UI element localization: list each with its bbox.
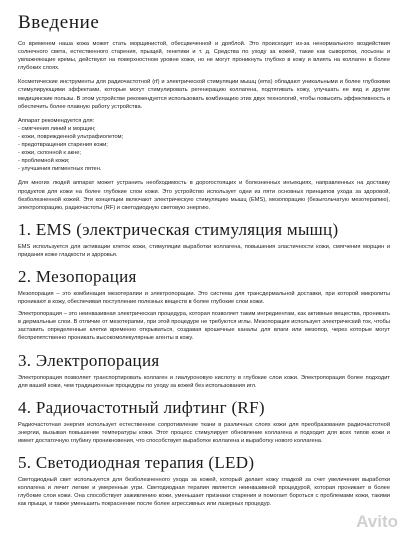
section-heading: 2. Мезопорация (18, 266, 137, 286)
section-ems (18, 220, 390, 259)
section-heading: 1. EMS (электрическая стимуляция мышц) (18, 219, 339, 239)
list-item: - улучшения пигментных пятен. (18, 166, 102, 173)
recommendation-block (18, 117, 390, 174)
section-rf-lifting (18, 398, 390, 445)
list-heading: Аппарат рекомендуется для: (18, 117, 95, 124)
list-item: - предотвращения старения кожи; (18, 142, 108, 149)
section-mesoporation (18, 267, 390, 343)
intro-paragraph-1: Со временем наша кожа может стать морщинистой, обесцвеченной и дряблой. Это происходит из-за ненормального воздействия солнечного света, естественного старения, прыщей, генетики и т. д. Средства по уходу за кожей, такие как сыворотки, лосьоны и увлажняющие кремы, действуют на поверхностном уровне кожи, но не могут проникнуть глубоко в кожу и влиять на коллаген в более глубоких слоях. (18, 41, 390, 72)
section-paragraph: Электропорация – это неинвазивная электрическая процедура, которая позволяет таким ингредиентам, как активные вещества, проникать в дермальные слои. В отличие от мезотерапии, при этой процедуре не требуются иглы. Мезопорация использует электрический ток, чтобы заставить определенные клетки временно открываться, создавая крошечные каналы для влаги или мезопор, через которые могут беспрепятственно проникать высокомолекулярные агенты в кожу. (18, 311, 390, 342)
recommendation-list (18, 125, 390, 174)
list-item: - смягчения линий и морщин; (18, 125, 96, 132)
avito-watermark: Avito (356, 512, 398, 531)
section-paragraph: Радиочастотная энергия использует естественное сопротивление ткани в различных слоях кожи для преобразования радиочастотной энергии, вызывая повышение температуры кожи. Этот процесс стимулирует обновление коллагена и подходит для всех типов кожи и имеет достаточную глубину проникновения, что способствует выработке коллагена и выработку нового коллагена. (18, 421, 390, 444)
list-item: - кожи, поврежденной ультрафиолетом; (18, 133, 124, 140)
list-item: - проблемной кожи; (18, 158, 70, 165)
section-paragraph: EMS используется для активации клеток кожи, стимуляции выработки коллагена, повышения эластичности кожи, смягчения морщин и придания коже гладкости и здоровья. (18, 243, 390, 258)
section-paragraph: Мезопорация – это комбинация мезотерапии и электропорации. Это система для трансдермальной доставки, при которой микролиты проникают в кожу, обеспечивая поступление полезных веществ в более глубокие слои кожи. (18, 290, 390, 306)
section-paragraph: Светодиодный свет используется для безболезненного ухода за кожей, который делает кожу гладкой за счет увеличения выработки коллагена и лечит легкие и умеренные угри. Светодиодная терапия является неинвазивной процедурой, которая проникает в более глубокие слои кожи. Она способствует заживлению кожи, уменьшает признаки старения и помогает бороться с проблемами кожи, такими как прыщи, и также уменьшить покраснение после более агрессивных или лазерных процедур. (18, 477, 390, 508)
section-heading: 4. Радиочастотный лифтинг (RF) (18, 397, 265, 417)
section-heading: 3. Электропорация (18, 350, 160, 370)
section-led-therapy (18, 453, 390, 508)
page-title: Введение (18, 12, 100, 33)
section-paragraph: Электропорация позволяет транспортировать коллаген и гиалуроновую кислоту в глубокие слои кожи. Электропорация более подходит для вашей кожи, чем традиционные процедуры по уходу за кожей без использования игл. (18, 374, 390, 389)
intro-paragraph-3: Для многих людей аппарат может устранить необходимость в дорогостоящих и болезненных инъекциях, направленных на доставку продуктов для кожи на более глубокие слои кожи. Это устройство использует одни из пяти основных принципов ухода за здоровой, безболезненной кожей. Эти концепции включают электрическую стимуляцию мышц (EMS), мезопорацию (безыгольчатую мезотерапию), электропорацию, радиочастоты (RF) и светодиодную световую энергию. (18, 180, 390, 211)
section-electroporation (18, 351, 390, 390)
intro-paragraph-2: Косметические инструменты для радиочастотной (rf) и электрической стимуляции мышц (ems) обладают уникальными и более глубокими стимулирующими эффектами, которые могут стимулировать регенерацию коллагена, подтягивать кожу, улучшать ее вид и другие медицинские пользы. В этом устройстве рекомендуется использовать комбинацию этих двух технологий, чтобы повысить эффективность и обеспечить более плавную работу устройства. (18, 79, 390, 110)
list-item: - кожи, склонной к акне; (18, 150, 82, 157)
section-heading: 5. Светодиодная терапия (LED) (18, 453, 255, 472)
